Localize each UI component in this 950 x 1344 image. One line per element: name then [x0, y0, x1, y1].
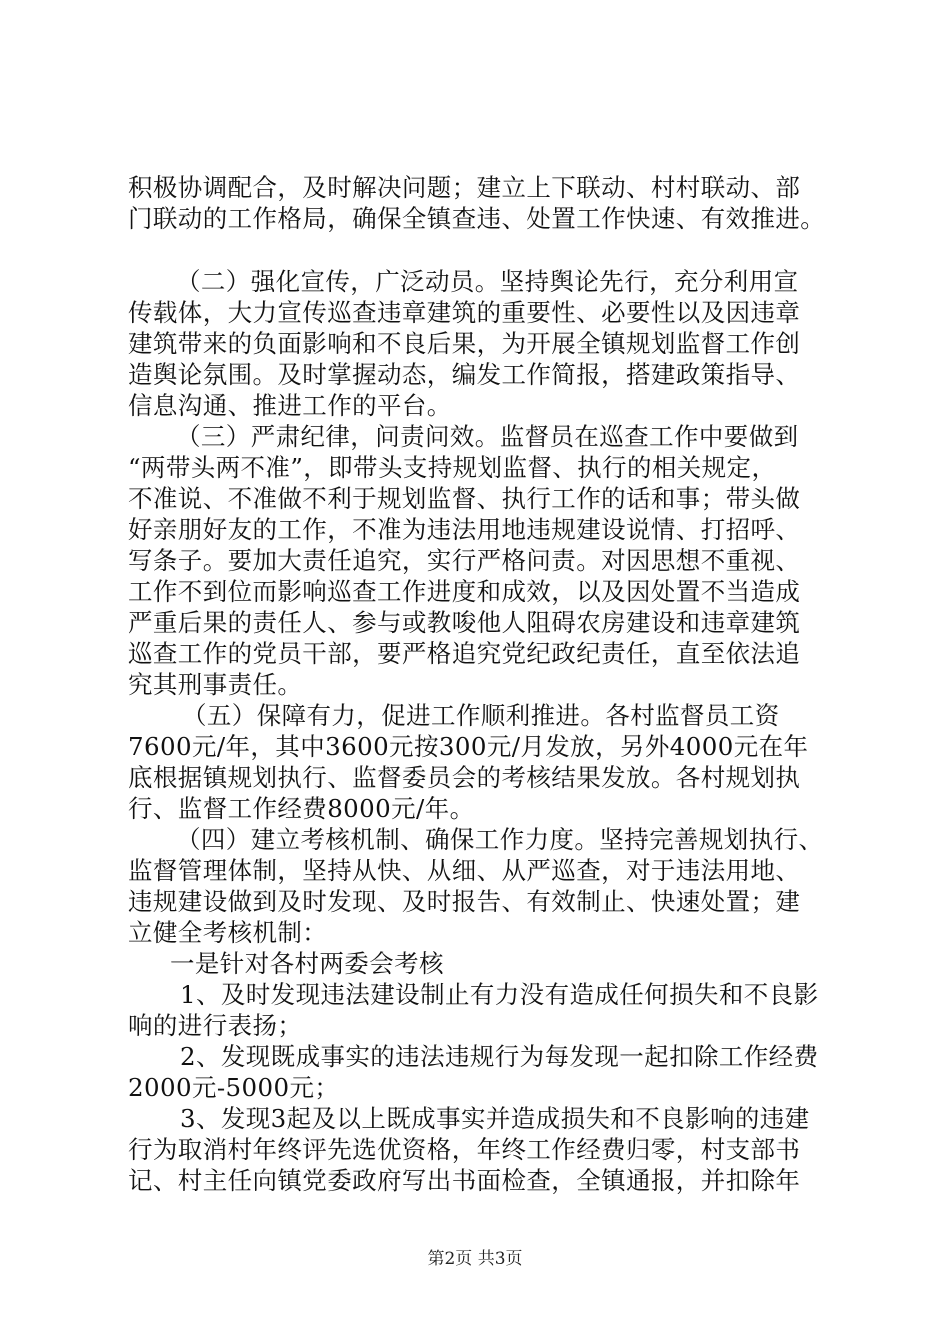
text-line: 立健全考核机制：: [128, 918, 328, 947]
list-item-line: 1、及时发现违法建设制止有力没有造成任何损失和不良影: [180, 980, 819, 1009]
text-line: 建筑带来的负面影响和不良后果，为开展全镇规划监督工作创: [128, 329, 801, 358]
text-line: 监督管理体制，坚持从快、从细、从严巡查，对于违法用地、: [128, 856, 801, 885]
section-heading-line: （四）建立考核机制、确保工作力度。坚持完善规划执行、: [176, 825, 824, 854]
text-line: 究其刑事责任。: [128, 670, 303, 699]
text-line: 传载体，大力宣传巡查违章建筑的重要性、必要性以及因违章: [128, 298, 801, 327]
text-line: 信息沟通、推进工作的平台。: [128, 391, 452, 420]
subheading-line: 一是针对各村两委会考核: [170, 949, 444, 978]
text-line: 响的进行表扬；: [128, 1011, 303, 1040]
text-line: 巡查工作的党员干部，要严格追究党纪政纪责任，直至依法追: [128, 639, 801, 668]
text-line: 2000元-5000元；: [128, 1073, 340, 1102]
text-line: 写条子。要加大责任追究，实行严格问责。对因思想不重视、: [128, 546, 801, 575]
section-heading-line: （五）保障有力，促进工作顺利推进。各村监督员工资: [182, 701, 780, 730]
text-line: 行为取消村年终评先选优资格，年终工作经费归零，村支部书: [128, 1135, 801, 1164]
text-line: 底根据镇规划执行、监督委员会的考核结果发放。各村规划执: [128, 763, 801, 792]
text-line: 违规建设做到及时发现、及时报告、有效制止、快速处置；建: [128, 887, 801, 916]
list-item-line: 2、发现既成事实的违法违规行为每发现一起扣除工作经费: [180, 1042, 819, 1071]
text-line: 行、监督工作经费8000元/年。: [128, 794, 475, 823]
paragraph-gap: [128, 234, 840, 266]
text-line: 工作不到位而影响巡查工作进度和成效，以及因处置不当造成: [128, 577, 801, 606]
text-line: 7600元/年，其中3600元按300元/月发放，另外4000元在年: [128, 732, 809, 761]
page-number-footer: 第2页 共3页: [427, 1249, 523, 1269]
text-line: 门联动的工作格局，确保全镇查违、处置工作快速、有效推进。: [128, 204, 826, 233]
text-line: 记、村主任向镇党委政府写出书面检查，全镇通报，并扣除年: [128, 1166, 801, 1195]
section-heading-line: （二）强化宣传，广泛动员。坚持舆论先行，充分利用宣: [176, 267, 799, 296]
text-line: 好亲朋好友的工作，不准为违法用地违规建设说情、打招呼、: [128, 515, 801, 544]
document-body: [128, 172, 840, 1196]
text-line: “两带头两不准”，即带头支持规划监督、执行的相关规定，: [128, 453, 777, 482]
section-heading-line: （三）严肃纪律，问责问效。监督员在巡查工作中要做到: [176, 422, 799, 451]
text-line: 积极协调配合，及时解决问题；建立上下联动、村村联动、部: [128, 173, 801, 202]
text-line: 不准说、不准做不利于规划监督、执行工作的话和事；带头做: [128, 484, 801, 513]
text-line: 严重后果的责任人、参与或教唆他人阻碍农房建设和违章建筑: [128, 608, 801, 637]
list-item-line: 3、发现3起及以上既成事实并造成损失和不良影响的违建: [180, 1104, 810, 1133]
text-line: 造舆论氛围。及时掌握动态，编发工作简报，搭建政策指导、: [128, 360, 801, 389]
